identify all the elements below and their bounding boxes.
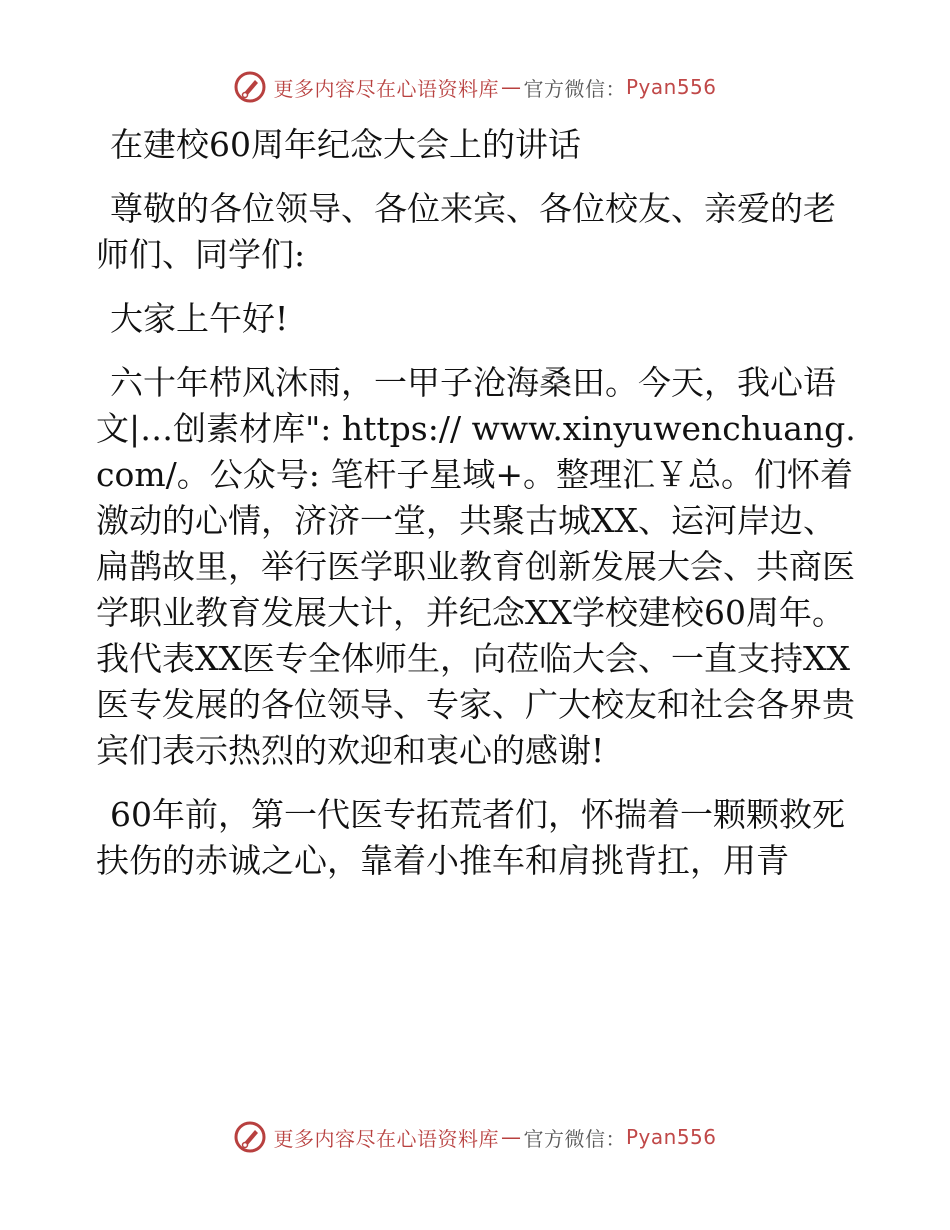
banner-dash: — — [500, 75, 522, 99]
document-title: 在建校60周年纪念大会上的讲话 — [110, 125, 581, 164]
banner-wechat-label: 官方微信： — [523, 1126, 626, 1151]
banner-wechat-id: Pyan556 — [625, 1125, 717, 1149]
footer-banner — [0, 1120, 950, 1154]
document-body — [96, 122, 866, 902]
banner-wechat-label: 官方微信： — [523, 76, 626, 101]
salutation: 尊敬的各位领导、各位来宾、各位校友、亲爱的老师们、同学们: — [96, 189, 836, 274]
pen-logo-icon — [233, 70, 267, 104]
paragraph-1: 六十年栉风沐雨，一甲子沧海桑田。今天，我心语文|…创素材库": https:// www.xinyuwenchuang.com/。公众号: 笔杆子星域+。整理汇￥总。们怀着激动的心情，济济一堂，共聚古城XX、运河岸边、扁鹊故里，举行医学职业教育创新发展大会、共商医学职业教育发展大计，并纪念XX学校建校60周年。我代表XX医专全体师生，向莅临大会、一直支持XX医专发展的各位领导、专家、广大校友和社会各界贵宾们表示热烈的欢迎和衷心的感谢! — [96, 363, 856, 770]
greeting: 大家上午好! — [110, 299, 289, 338]
banner-wechat-id: Pyan556 — [625, 75, 717, 99]
paragraph-2: 60年前，第一代医专拓荒者们，怀揣着一颗颗救死扶伤的赤诚之心，靠着小推车和肩挑背扛，用青 — [96, 795, 845, 880]
banner-site-text: 更多内容尽在心语资料库 — [273, 76, 499, 101]
banner-dash: — — [500, 1125, 522, 1149]
pen-logo-icon — [233, 1120, 267, 1154]
banner-site-text: 更多内容尽在心语资料库 — [273, 1126, 499, 1151]
header-banner — [0, 70, 950, 104]
